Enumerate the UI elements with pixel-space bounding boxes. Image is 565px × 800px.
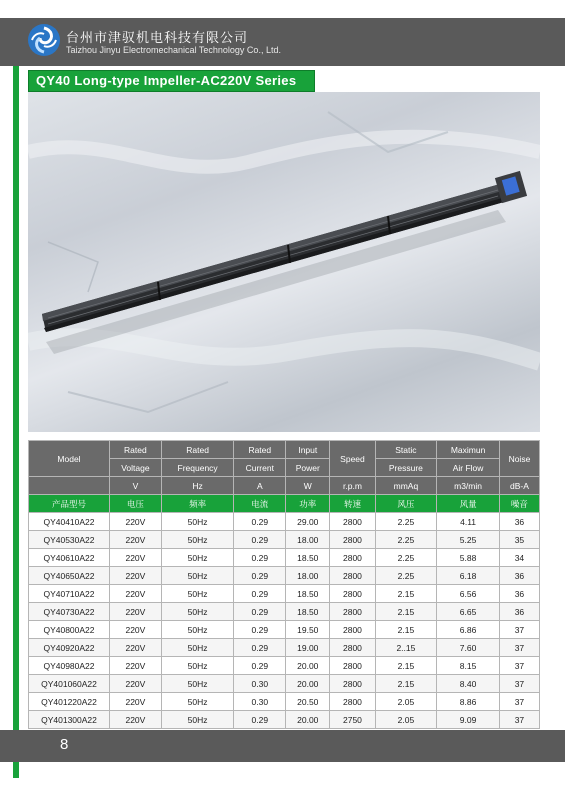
header-cn: 功率 (286, 495, 330, 513)
table-row (29, 603, 540, 621)
spec-cell: 0.29 (234, 585, 286, 603)
header-cn: 风量 (437, 495, 500, 513)
table-units-row (29, 477, 540, 495)
spec-cell: 2750 (330, 711, 375, 729)
spec-cell: 220V (110, 675, 162, 693)
header-unit: A (234, 477, 286, 495)
header-mid: Air Flow (437, 459, 500, 477)
spec-cell: 0.29 (234, 531, 286, 549)
page-number: 8 (60, 736, 69, 753)
spec-cell: 9.09 (437, 711, 500, 729)
spec-cell: 37 (499, 657, 539, 675)
spec-cell: 29.00 (286, 513, 330, 531)
spec-cell: 50Hz (161, 513, 234, 531)
header-cn: 噪音 (499, 495, 539, 513)
spec-cell: 2.05 (375, 711, 437, 729)
spec-cell: 2.15 (375, 585, 437, 603)
header-noise: Noise (499, 441, 539, 477)
spec-cell: 19.00 (286, 639, 330, 657)
spec-cell: 0.30 (234, 675, 286, 693)
spec-cell: 2800 (330, 639, 375, 657)
model-cell: QY40920A22 (29, 639, 110, 657)
header-speed: Speed (330, 441, 375, 477)
spec-table (28, 440, 540, 729)
model-cell: QY40410A22 (29, 513, 110, 531)
company-name-en: Taizhou Jinyu Electromechanical Technology Co., Ltd. (66, 45, 281, 55)
spec-cell: 220V (110, 531, 162, 549)
table-row (29, 693, 540, 711)
spec-cell: 0.29 (234, 711, 286, 729)
header-unit: m3/min (437, 477, 500, 495)
spec-cell: 0.29 (234, 603, 286, 621)
spec-cell: 4.11 (437, 513, 500, 531)
spec-cell: 37 (499, 711, 539, 729)
spec-cell: 2800 (330, 675, 375, 693)
spec-cell: 37 (499, 693, 539, 711)
spec-cell: 5.25 (437, 531, 500, 549)
spec-cell: 50Hz (161, 549, 234, 567)
series-title: QY40 Long-type Impeller-AC220V Series (36, 73, 297, 88)
spec-cell: 220V (110, 657, 162, 675)
spec-cell: 6.65 (437, 603, 500, 621)
header-mid: Frequency (161, 459, 234, 477)
model-cell: QY40800A22 (29, 621, 110, 639)
header-top: Input (286, 441, 330, 459)
spec-cell: 19.50 (286, 621, 330, 639)
spec-cell: 35 (499, 531, 539, 549)
spec-cell: 8.86 (437, 693, 500, 711)
spec-cell: 0.30 (234, 693, 286, 711)
spec-cell: 8.15 (437, 657, 500, 675)
header-mid: Pressure (375, 459, 437, 477)
header-unit: V (110, 477, 162, 495)
header-cn: 转速 (330, 495, 375, 513)
table-row (29, 513, 540, 531)
spec-cell: 18.50 (286, 549, 330, 567)
spec-cell: 220V (110, 711, 162, 729)
spec-cell: 0.29 (234, 513, 286, 531)
spec-cell: 2.25 (375, 513, 437, 531)
spec-cell: 50Hz (161, 657, 234, 675)
header-unit: Hz (161, 477, 234, 495)
spec-cell: 36 (499, 585, 539, 603)
spec-cell: 2800 (330, 531, 375, 549)
header-unit: mmAq (375, 477, 437, 495)
header-cn: 频率 (161, 495, 234, 513)
spec-cell: 2.25 (375, 531, 437, 549)
spec-cell: 2..15 (375, 639, 437, 657)
model-cell: QY40730A22 (29, 603, 110, 621)
spec-cell: 5.88 (437, 549, 500, 567)
spec-cell: 50Hz (161, 621, 234, 639)
impeller-fan-illustration (28, 92, 540, 432)
spec-cell: 8.40 (437, 675, 500, 693)
spec-cell: 6.86 (437, 621, 500, 639)
spec-cell: 2.15 (375, 675, 437, 693)
model-cell: QY401060A22 (29, 675, 110, 693)
spec-cell: 50Hz (161, 585, 234, 603)
header-top: Static (375, 441, 437, 459)
footer-band (0, 730, 565, 762)
product-photo (28, 92, 540, 432)
header-unit: W (286, 477, 330, 495)
table-row (29, 675, 540, 693)
spec-cell: 37 (499, 639, 539, 657)
header-unit: dB-A (499, 477, 539, 495)
spec-cell: 50Hz (161, 639, 234, 657)
table-row (29, 711, 540, 729)
series-title-ribbon (28, 70, 315, 92)
spec-cell: 20.00 (286, 675, 330, 693)
table-row (29, 585, 540, 603)
spec-cell: 220V (110, 693, 162, 711)
spec-cell: 220V (110, 567, 162, 585)
spec-cell: 220V (110, 603, 162, 621)
spec-cell: 2800 (330, 657, 375, 675)
header-model: Model (29, 441, 110, 477)
spec-cell: 2800 (330, 567, 375, 585)
model-cell: QY40530A22 (29, 531, 110, 549)
spec-cell: 34 (499, 549, 539, 567)
model-cell: QY40980A22 (29, 657, 110, 675)
header-unit-blank (29, 477, 110, 495)
header-mid: Voltage (110, 459, 162, 477)
spec-cell: 2800 (330, 603, 375, 621)
spec-cell: 0.29 (234, 657, 286, 675)
spec-cell: 50Hz (161, 693, 234, 711)
header-mid: Current (234, 459, 286, 477)
header-cn: 电流 (234, 495, 286, 513)
table-header-row (29, 441, 540, 459)
company-name-cn: 台州市津驭机电科技有限公司 (66, 31, 249, 46)
spec-cell: 2800 (330, 693, 375, 711)
spec-cell: 220V (110, 549, 162, 567)
header-top: Maximun (437, 441, 500, 459)
spec-cell: 0.29 (234, 639, 286, 657)
spec-cell: 220V (110, 585, 162, 603)
model-cell: QY40710A22 (29, 585, 110, 603)
header-top: Rated (234, 441, 286, 459)
spec-cell: 18.00 (286, 567, 330, 585)
spec-cell: 50Hz (161, 531, 234, 549)
spec-cell: 220V (110, 639, 162, 657)
header-top: Rated (161, 441, 234, 459)
header-cn: 产品型号 (29, 495, 110, 513)
spec-cell: 36 (499, 567, 539, 585)
spec-cell: 220V (110, 621, 162, 639)
spec-cell: 2.25 (375, 567, 437, 585)
model-cell: QY40610A22 (29, 549, 110, 567)
table-cn-header-row (29, 495, 540, 513)
spec-cell: 2.25 (375, 549, 437, 567)
spec-cell: 18.50 (286, 603, 330, 621)
spec-cell: 18.00 (286, 531, 330, 549)
spec-cell: 6.56 (437, 585, 500, 603)
header-cn: 风压 (375, 495, 437, 513)
spec-cell: 0.29 (234, 621, 286, 639)
spec-cell: 36 (499, 513, 539, 531)
header-unit: r.p.m (330, 477, 375, 495)
table-row (29, 657, 540, 675)
table-row (29, 567, 540, 585)
spec-cell: 36 (499, 603, 539, 621)
header-mid: Power (286, 459, 330, 477)
spec-cell: 50Hz (161, 711, 234, 729)
header-cn: 电压 (110, 495, 162, 513)
spec-cell: 2.15 (375, 621, 437, 639)
header-top: Rated (110, 441, 162, 459)
spec-cell: 2800 (330, 549, 375, 567)
table-row (29, 531, 540, 549)
spec-cell: 7.60 (437, 639, 500, 657)
spec-cell: 6.18 (437, 567, 500, 585)
spec-cell: 20.00 (286, 711, 330, 729)
spec-cell: 20.00 (286, 657, 330, 675)
spec-cell: 50Hz (161, 567, 234, 585)
spec-table-body (29, 513, 540, 729)
spec-cell: 220V (110, 513, 162, 531)
model-cell: QY40650A22 (29, 567, 110, 585)
spec-cell: 2.15 (375, 603, 437, 621)
table-row (29, 549, 540, 567)
spec-cell: 2800 (330, 585, 375, 603)
spec-cell: 20.50 (286, 693, 330, 711)
spec-cell: 0.29 (234, 567, 286, 585)
spec-cell: 2.05 (375, 693, 437, 711)
spec-cell: 50Hz (161, 675, 234, 693)
spec-cell: 37 (499, 621, 539, 639)
table-row (29, 621, 540, 639)
spec-cell: 0.29 (234, 549, 286, 567)
spec-cell: 2.15 (375, 657, 437, 675)
spec-cell: 2800 (330, 621, 375, 639)
model-cell: QY401220A22 (29, 693, 110, 711)
spec-cell: 18.50 (286, 585, 330, 603)
spec-cell: 37 (499, 675, 539, 693)
model-cell: QY401300A22 (29, 711, 110, 729)
spec-cell: 2800 (330, 513, 375, 531)
table-row (29, 639, 540, 657)
spec-cell: 50Hz (161, 603, 234, 621)
side-accent-bar (13, 66, 19, 778)
company-logo-icon (26, 22, 62, 58)
